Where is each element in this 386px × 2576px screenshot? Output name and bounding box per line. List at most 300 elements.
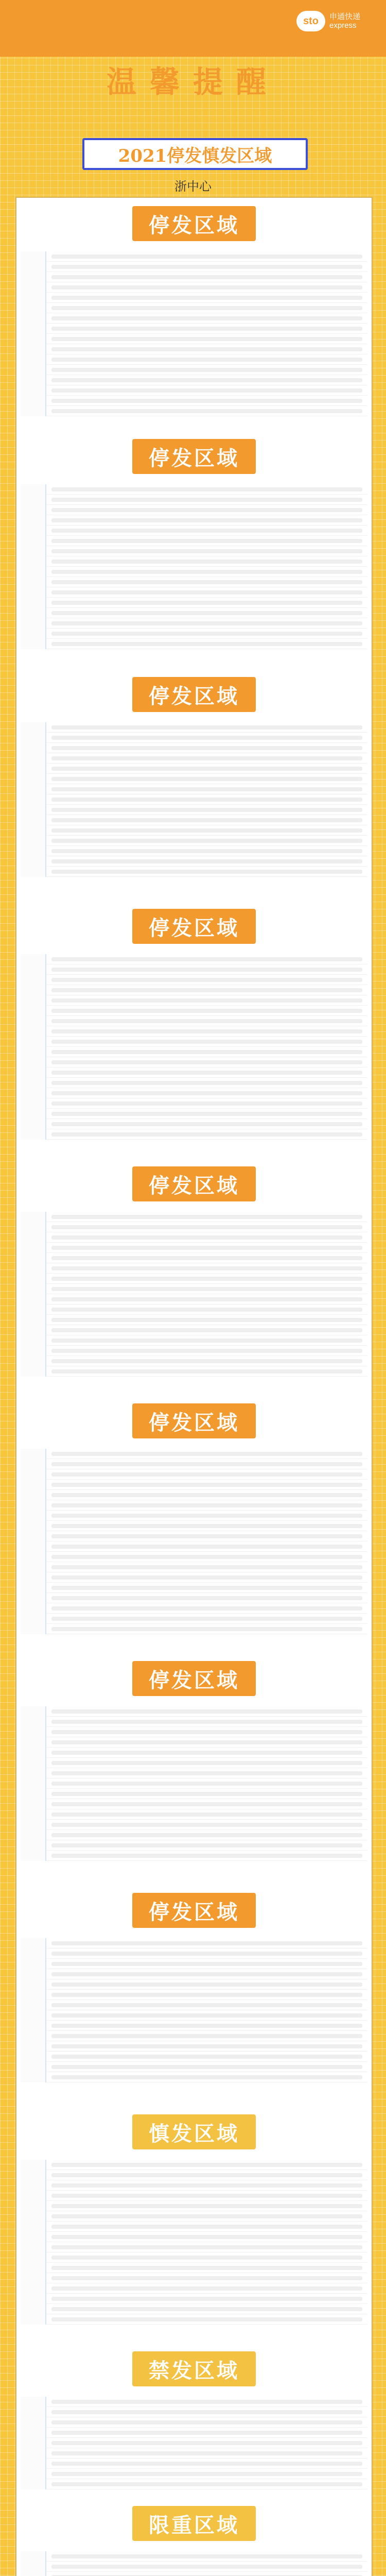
section-title: 限重区域 xyxy=(132,2506,256,2541)
detail-cell xyxy=(51,1483,362,1487)
detail-cell xyxy=(51,1040,362,1044)
region-table xyxy=(21,1938,367,2082)
region-cell xyxy=(21,2562,46,2572)
detail-cell xyxy=(51,1575,362,1580)
region-cell xyxy=(21,2314,46,2325)
region-cell xyxy=(21,1572,46,1583)
region-table xyxy=(21,2160,367,2325)
detail-cell xyxy=(51,621,362,625)
region-cell xyxy=(21,2469,46,2479)
table-row xyxy=(21,1948,367,1959)
sto-logo-en: express xyxy=(329,21,357,30)
table-row xyxy=(21,406,367,416)
table-row xyxy=(21,954,367,964)
region-cell xyxy=(21,1706,46,1717)
table-row xyxy=(21,1480,367,1490)
detail-cell xyxy=(51,399,362,403)
region-cell xyxy=(21,1232,46,1243)
detail-cell xyxy=(51,1091,362,1095)
detail-cell xyxy=(51,275,362,279)
detail-cell xyxy=(51,1060,362,1064)
region-cell xyxy=(21,1057,46,1067)
detail-cell xyxy=(51,1225,362,1229)
detail-cell xyxy=(51,1720,362,1724)
table-row xyxy=(21,985,367,995)
table-row xyxy=(21,313,367,324)
table-row xyxy=(21,1840,367,1851)
region-cell xyxy=(21,1294,46,1304)
region-cell xyxy=(21,1969,46,1979)
table-row xyxy=(21,1799,367,1809)
table-row xyxy=(21,1057,367,1067)
table-row xyxy=(21,546,367,556)
section-banned xyxy=(16,2351,372,2496)
region-cell xyxy=(21,867,46,877)
detail-cell xyxy=(51,1009,362,1013)
detail-cell xyxy=(51,1050,362,1054)
table-row xyxy=(21,618,367,629)
detail-cell xyxy=(51,870,362,874)
detail-cell xyxy=(51,2307,362,2311)
region-cell xyxy=(21,1366,46,1377)
section-title: 停发区域 xyxy=(132,1403,256,1438)
detail-cell xyxy=(51,1019,362,1023)
table-row xyxy=(21,334,367,344)
detail-cell xyxy=(51,2317,362,2321)
table-row xyxy=(21,1583,367,1593)
region-cell xyxy=(21,2428,46,2438)
table-row xyxy=(21,1335,367,1346)
table-row xyxy=(21,2160,367,2170)
region-cell xyxy=(21,2160,46,2170)
region-cell xyxy=(21,1098,46,1109)
region-cell xyxy=(21,856,46,867)
region-cell xyxy=(21,526,46,536)
region-cell xyxy=(21,272,46,282)
region-cell xyxy=(21,556,46,567)
table-row xyxy=(21,1778,367,1789)
table-row xyxy=(21,2041,367,2052)
detail-cell xyxy=(51,1555,362,1559)
region-cell xyxy=(21,2479,46,2489)
table-row xyxy=(21,825,367,836)
table-row xyxy=(21,2052,367,2062)
table-row xyxy=(21,2191,367,2201)
region-cell xyxy=(21,774,46,784)
detail-cell xyxy=(51,1545,362,1549)
region-cell xyxy=(21,406,46,416)
table-row xyxy=(21,1706,367,1717)
table-row xyxy=(21,1243,367,1253)
table-row xyxy=(21,1325,367,1335)
table-row xyxy=(21,251,367,262)
region-cell xyxy=(21,1304,46,1315)
region-cell xyxy=(21,1614,46,1624)
table-row xyxy=(21,1294,367,1304)
detail-cell xyxy=(51,285,362,290)
table-row xyxy=(21,1469,367,1480)
region-cell xyxy=(21,2072,46,2082)
region-cell xyxy=(21,1274,46,1284)
table-row xyxy=(21,1232,367,1243)
detail-cell xyxy=(51,839,362,843)
table-row xyxy=(21,2180,367,2191)
region-cell xyxy=(21,495,46,505)
table-row xyxy=(21,1614,367,1624)
section-stop-4 xyxy=(16,909,372,1146)
table-row xyxy=(21,1593,367,1603)
table-row xyxy=(21,2031,367,2041)
region-cell xyxy=(21,2041,46,2052)
section-stop-7 xyxy=(16,1661,372,1867)
detail-cell xyxy=(51,978,362,982)
detail-cell xyxy=(51,746,362,750)
detail-cell xyxy=(51,2276,362,2280)
region-cell xyxy=(21,1758,46,1768)
region-cell xyxy=(21,743,46,753)
detail-cell xyxy=(51,1493,362,1497)
table-row xyxy=(21,2170,367,2180)
table-row xyxy=(21,2283,367,2294)
region-cell xyxy=(21,794,46,805)
table-row xyxy=(21,733,367,743)
region-cell xyxy=(21,2407,46,2417)
region-cell xyxy=(21,975,46,985)
detail-cell xyxy=(51,828,362,833)
detail-cell xyxy=(51,1246,362,1250)
table-row xyxy=(21,2572,367,2576)
detail-cell xyxy=(51,1297,362,1301)
detail-cell xyxy=(51,725,362,730)
detail-cell xyxy=(51,1812,362,1817)
region-cell xyxy=(21,1851,46,1861)
region-table xyxy=(21,1706,367,1861)
table-row xyxy=(21,2010,367,2021)
region-cell xyxy=(21,313,46,324)
detail-cell xyxy=(51,787,362,791)
detail-cell xyxy=(51,409,362,413)
detail-cell xyxy=(51,1617,362,1621)
table-row xyxy=(21,1727,367,1737)
table-row xyxy=(21,1990,367,2000)
region-cell xyxy=(21,2191,46,2201)
table-row xyxy=(21,2438,367,2448)
region-cell xyxy=(21,784,46,794)
region-cell xyxy=(21,764,46,774)
region-cell xyxy=(21,1119,46,1129)
section-title: 停发区域 xyxy=(132,909,256,944)
table-row xyxy=(21,1449,367,1459)
region-cell xyxy=(21,639,46,649)
detail-cell xyxy=(51,2044,362,2048)
detail-cell xyxy=(51,2003,362,2007)
region-cell xyxy=(21,1222,46,1232)
detail-cell xyxy=(51,957,362,961)
detail-cell xyxy=(51,487,362,492)
detail-cell xyxy=(51,1751,362,1755)
detail-cell xyxy=(51,1318,362,1322)
detail-cell xyxy=(51,2214,362,2218)
detail-cell xyxy=(51,968,362,972)
detail-cell xyxy=(51,2245,362,2249)
table-row xyxy=(21,2273,367,2283)
detail-cell xyxy=(51,2286,362,2291)
section-stop-5 xyxy=(16,1166,372,1383)
detail-cell xyxy=(51,2554,362,2558)
detail-cell xyxy=(51,2565,362,2569)
region-cell xyxy=(21,1335,46,1346)
table-row xyxy=(21,2201,367,2211)
table-row xyxy=(21,2417,367,2428)
table-row xyxy=(21,629,367,639)
table-row xyxy=(21,385,367,396)
table-row xyxy=(21,1603,367,1614)
table-row xyxy=(21,1212,367,1222)
detail-cell xyxy=(51,368,362,372)
table-row xyxy=(21,836,367,846)
table-row xyxy=(21,743,367,753)
table-row xyxy=(21,2551,367,2562)
detail-cell xyxy=(51,1761,362,1765)
detail-cell xyxy=(51,1503,362,1507)
table-row xyxy=(21,856,367,867)
table-row xyxy=(21,2294,367,2304)
detail-cell xyxy=(51,1215,362,1219)
table-row xyxy=(21,1222,367,1232)
detail-cell xyxy=(51,1462,362,1466)
detail-cell xyxy=(51,1081,362,1085)
table-row xyxy=(21,1979,367,1990)
detail-cell xyxy=(51,1029,362,1033)
table-row xyxy=(21,2072,367,2082)
region-cell xyxy=(21,2010,46,2021)
sto-express-logo xyxy=(296,6,374,36)
region-cell xyxy=(21,1243,46,1253)
table-row xyxy=(21,1500,367,1511)
region-cell xyxy=(21,1948,46,1959)
detail-cell xyxy=(51,265,362,269)
detail-cell xyxy=(51,529,362,533)
region-cell xyxy=(21,2052,46,2062)
table-row xyxy=(21,598,367,608)
section-stop-3 xyxy=(16,677,372,888)
detail-cell xyxy=(51,560,362,564)
region-cell xyxy=(21,1026,46,1037)
table-row xyxy=(21,1078,367,1088)
detail-cell xyxy=(51,255,362,259)
detail-cell xyxy=(51,1101,362,1106)
region-cell xyxy=(21,505,46,515)
detail-cell xyxy=(51,798,362,802)
detail-cell xyxy=(51,1709,362,1714)
table-row xyxy=(21,1037,367,1047)
region-cell xyxy=(21,2397,46,2407)
detail-cell xyxy=(51,2204,362,2208)
table-row xyxy=(21,774,367,784)
region-cell xyxy=(21,282,46,293)
region-cell xyxy=(21,375,46,385)
table-row xyxy=(21,2021,367,2031)
region-table xyxy=(21,1212,367,1377)
table-row xyxy=(21,567,367,577)
detail-cell xyxy=(51,1277,362,1281)
table-row xyxy=(21,608,367,618)
region-cell xyxy=(21,2232,46,2242)
table-row xyxy=(21,344,367,354)
section-stop-2 xyxy=(16,439,372,660)
detail-cell xyxy=(51,2055,362,2059)
detail-cell xyxy=(51,1972,362,1976)
region-cell xyxy=(21,618,46,629)
table-row xyxy=(21,1789,367,1799)
detail-cell xyxy=(51,590,362,595)
detail-cell xyxy=(51,2266,362,2270)
region-cell xyxy=(21,1500,46,1511)
detail-cell xyxy=(51,611,362,615)
table-row xyxy=(21,1717,367,1727)
region-cell xyxy=(21,1078,46,1088)
table-row xyxy=(21,1067,367,1078)
region-cell xyxy=(21,2448,46,2459)
detail-cell xyxy=(51,1792,362,1796)
region-cell xyxy=(21,344,46,354)
region-cell xyxy=(21,2021,46,2031)
detail-cell xyxy=(51,1524,362,1528)
table-row xyxy=(21,2232,367,2242)
detail-cell xyxy=(51,818,362,822)
section-title: 停发区域 xyxy=(132,1893,256,1928)
table-row xyxy=(21,2252,367,2263)
region-cell xyxy=(21,1959,46,1969)
detail-cell xyxy=(51,1823,362,1827)
table-row xyxy=(21,2000,367,2010)
table-row xyxy=(21,1356,367,1366)
region-cell xyxy=(21,1603,46,1614)
detail-cell xyxy=(51,2235,362,2239)
table-row xyxy=(21,1809,367,1820)
table-row xyxy=(21,1088,367,1098)
detail-cell xyxy=(51,2431,362,2435)
detail-cell xyxy=(51,777,362,781)
table-row xyxy=(21,2062,367,2072)
table-row xyxy=(21,764,367,774)
table-row xyxy=(21,495,367,505)
region-cell xyxy=(21,1768,46,1778)
detail-cell xyxy=(51,1287,362,1291)
table-row xyxy=(21,2469,367,2479)
table-row xyxy=(21,1572,367,1583)
province-subtitle: 浙中心 xyxy=(174,179,212,194)
region-cell xyxy=(21,567,46,577)
region-cell xyxy=(21,1531,46,1541)
region-cell xyxy=(21,546,46,556)
detail-cell xyxy=(51,2462,362,2466)
region-cell xyxy=(21,995,46,1006)
region-cell xyxy=(21,2572,46,2576)
table-row xyxy=(21,1830,367,1840)
detail-cell xyxy=(51,2065,362,2069)
region-cell xyxy=(21,1212,46,1222)
table-row xyxy=(21,1006,367,1016)
detail-cell xyxy=(51,1833,362,1837)
table-row xyxy=(21,324,367,334)
region-cell xyxy=(21,1979,46,1990)
detail-cell xyxy=(51,2451,362,2455)
region-cell xyxy=(21,846,46,856)
detail-cell xyxy=(51,508,362,512)
detail-cell xyxy=(51,549,362,553)
table-row xyxy=(21,2448,367,2459)
table-row xyxy=(21,1959,367,1969)
detail-cell xyxy=(51,2441,362,2445)
content-panel xyxy=(15,197,373,2576)
detail-cell xyxy=(51,2256,362,2260)
region-cell xyxy=(21,1830,46,1840)
region-cell xyxy=(21,629,46,639)
detail-cell xyxy=(51,2024,362,2028)
region-cell xyxy=(21,396,46,406)
region-cell xyxy=(21,2438,46,2448)
sto-mark: sto xyxy=(296,11,325,31)
region-table xyxy=(21,484,367,649)
detail-cell xyxy=(51,1071,362,1075)
table-row xyxy=(21,587,367,598)
region-cell xyxy=(21,1088,46,1098)
table-row xyxy=(21,1511,367,1521)
region-cell xyxy=(21,324,46,334)
region-cell xyxy=(21,1109,46,1119)
detail-cell xyxy=(51,518,362,522)
detail-cell xyxy=(51,1338,362,1343)
region-cell xyxy=(21,985,46,995)
table-row xyxy=(21,1047,367,1057)
detail-cell xyxy=(51,632,362,636)
table-row xyxy=(21,1263,367,1274)
region-cell xyxy=(21,2211,46,2222)
table-row xyxy=(21,794,367,805)
detail-cell xyxy=(51,347,362,351)
region-cell xyxy=(21,1129,46,1140)
detail-cell xyxy=(51,2163,362,2167)
table-row xyxy=(21,1346,367,1356)
detail-cell xyxy=(51,1514,362,1518)
table-row xyxy=(21,995,367,1006)
detail-cell xyxy=(51,1452,362,1456)
region-cell xyxy=(21,2459,46,2469)
detail-cell xyxy=(51,849,362,853)
region-cell xyxy=(21,1583,46,1593)
region-cell xyxy=(21,1799,46,1809)
detail-cell xyxy=(51,1982,362,1987)
detail-cell xyxy=(51,808,362,812)
table-row xyxy=(21,2222,367,2232)
section-caution xyxy=(16,2114,372,2331)
table-row xyxy=(21,1284,367,1294)
region-cell xyxy=(21,1990,46,2000)
detail-cell xyxy=(51,2034,362,2038)
detail-cell xyxy=(51,2173,362,2177)
region-cell xyxy=(21,262,46,272)
title-box: 2021停发慎发区域 xyxy=(82,138,308,170)
region-cell xyxy=(21,1325,46,1335)
detail-cell xyxy=(51,1112,362,1116)
region-cell xyxy=(21,2417,46,2428)
section-title: 慎发区域 xyxy=(132,2114,256,2149)
table-row xyxy=(21,1119,367,1129)
header-banner xyxy=(0,0,386,57)
detail-cell xyxy=(51,378,362,382)
region-cell xyxy=(21,2252,46,2263)
